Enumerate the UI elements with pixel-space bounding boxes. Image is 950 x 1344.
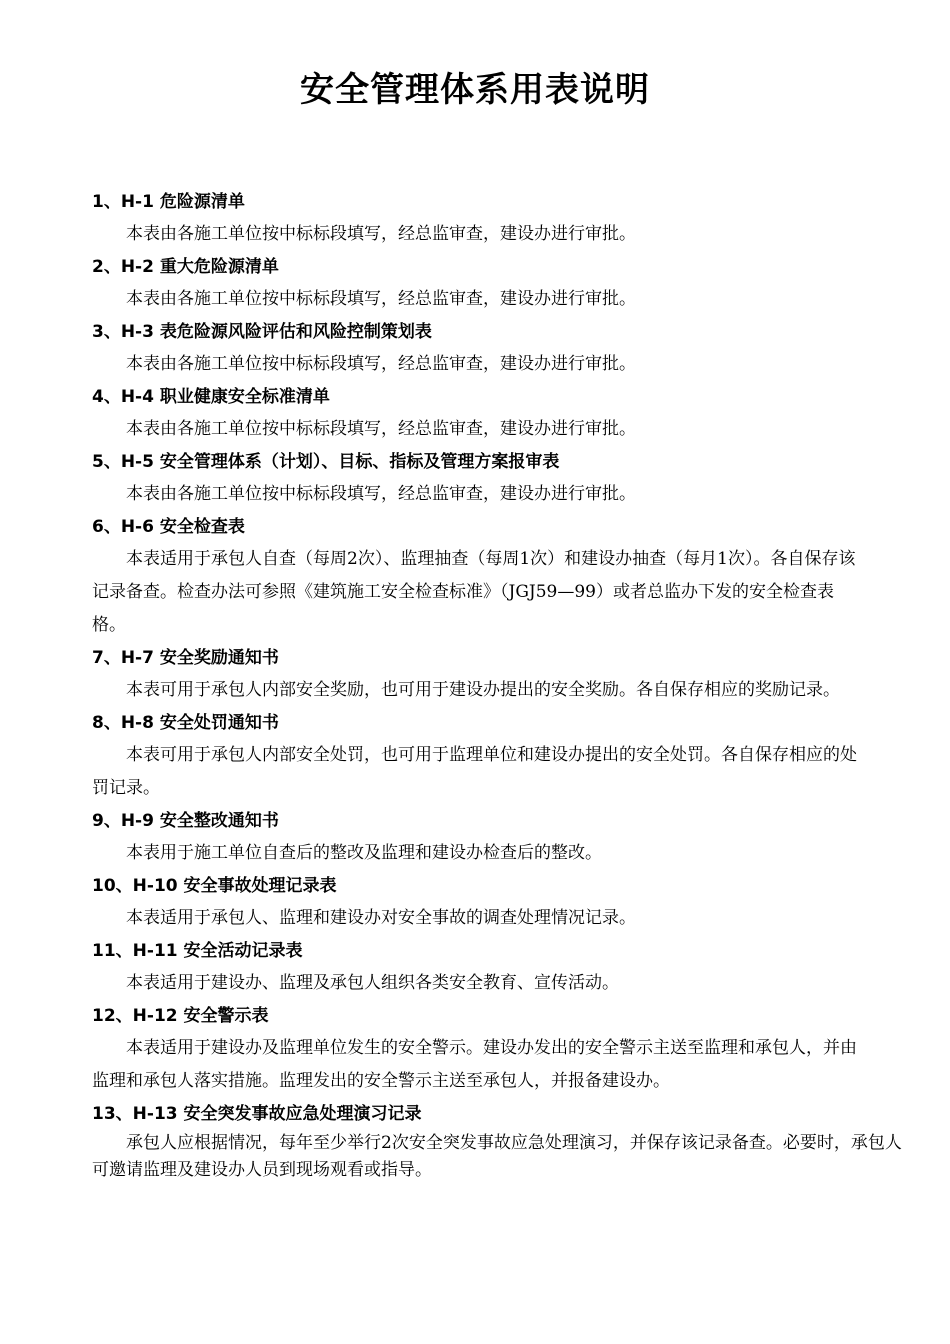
section-heading: 4、H-4 职业健康安全标准清单 [92,387,330,407]
section-heading: 6、H-6 安全检查表 [92,517,245,537]
section-item [92,251,907,316]
section-heading: 8、H-8 安全处罚通知书 [92,713,279,733]
section-item [92,935,907,1000]
section-heading: 13、H-13 安全突发事故应急处理演习记录 [92,1104,422,1124]
section-body: 本表适用于建设办及监理单位发生的安全警示。建设办发出的安全警示主送至监理和承包人，并由监理和承包人落实措施。监理发出的安全警示主送至承包人，并报备建设办。 [92,1038,857,1091]
section-body: 本表适用于承包人自查（每周2次）、监理抽查（每周1次）和建设办抽查（每月1次）。各自保存该记录备查。检查办法可参照《建筑施工安全检查标准》（JGJ59—99）或者总监办下发的安全检查表格。 [92,549,856,635]
section-body: 本表适用于承包人、监理和建设办对安全事故的调查处理情况记录。 [126,908,636,928]
section-body: 本表可用于承包人内部安全处罚，也可用于监理单位和建设办提出的安全处罚。各自保存相应的处罚记录。 [92,745,857,798]
section-heading: 11、H-11 安全活动记录表 [92,941,303,961]
section-item [92,381,907,446]
section-item [92,642,907,707]
section-body: 本表由各施工单位按中标标段填写，经总监审查，建设办进行审批。 [126,419,636,439]
section-item [92,1098,907,1184]
section-body: 本表由各施工单位按中标标段填写，经总监审查，建设办进行审批。 [126,224,636,244]
section-body: 本表由各施工单位按中标标段填写，经总监审查，建设办进行审批。 [126,289,636,309]
section-body: 本表由各施工单位按中标标段填写，经总监审查，建设办进行审批。 [126,354,636,374]
section-body: 本表由各施工单位按中标标段填写，经总监审查，建设办进行审批。 [126,484,636,504]
section-item [92,870,907,935]
section-heading: 9、H-9 安全整改通知书 [92,811,279,831]
section-heading: 1、H-1 危险源清单 [92,192,245,212]
document-title: 安全管理体系用表说明 [300,70,650,110]
section-body: 本表用于施工单位自查后的整改及监理和建设办检查后的整改。 [126,843,602,863]
section-list [92,186,907,1184]
section-heading: 3、H-3 表危险源风险评估和风险控制策划表 [92,322,432,342]
section-item [92,446,907,511]
section-heading: 10、H-10 安全事故处理记录表 [92,876,337,896]
section-item [92,1000,907,1098]
section-item [92,707,907,805]
section-heading: 12、H-12 安全警示表 [92,1006,269,1026]
section-heading: 7、H-7 安全奖励通知书 [92,648,279,668]
section-body: 承包人应根据情况，每年至少举行2次安全突发事故应急处理演习，并保存该记录备查。必要时，承包人可邀请监理及建设办人员到现场观看或指导。 [92,1133,902,1180]
section-item [92,805,907,870]
section-item [92,186,907,251]
section-item [92,511,907,642]
section-item [92,316,907,381]
section-body: 本表可用于承包人内部安全奖励，也可用于建设办提出的安全奖励。各自保存相应的奖励记录。 [126,680,840,700]
section-heading: 2、H-2 重大危险源清单 [92,257,279,277]
section-body: 本表适用于建设办、监理及承包人组织各类安全教育、宣传活动。 [126,973,619,993]
section-heading: 5、H-5 安全管理体系（计划）、目标、指标及管理方案报审表 [92,452,560,472]
